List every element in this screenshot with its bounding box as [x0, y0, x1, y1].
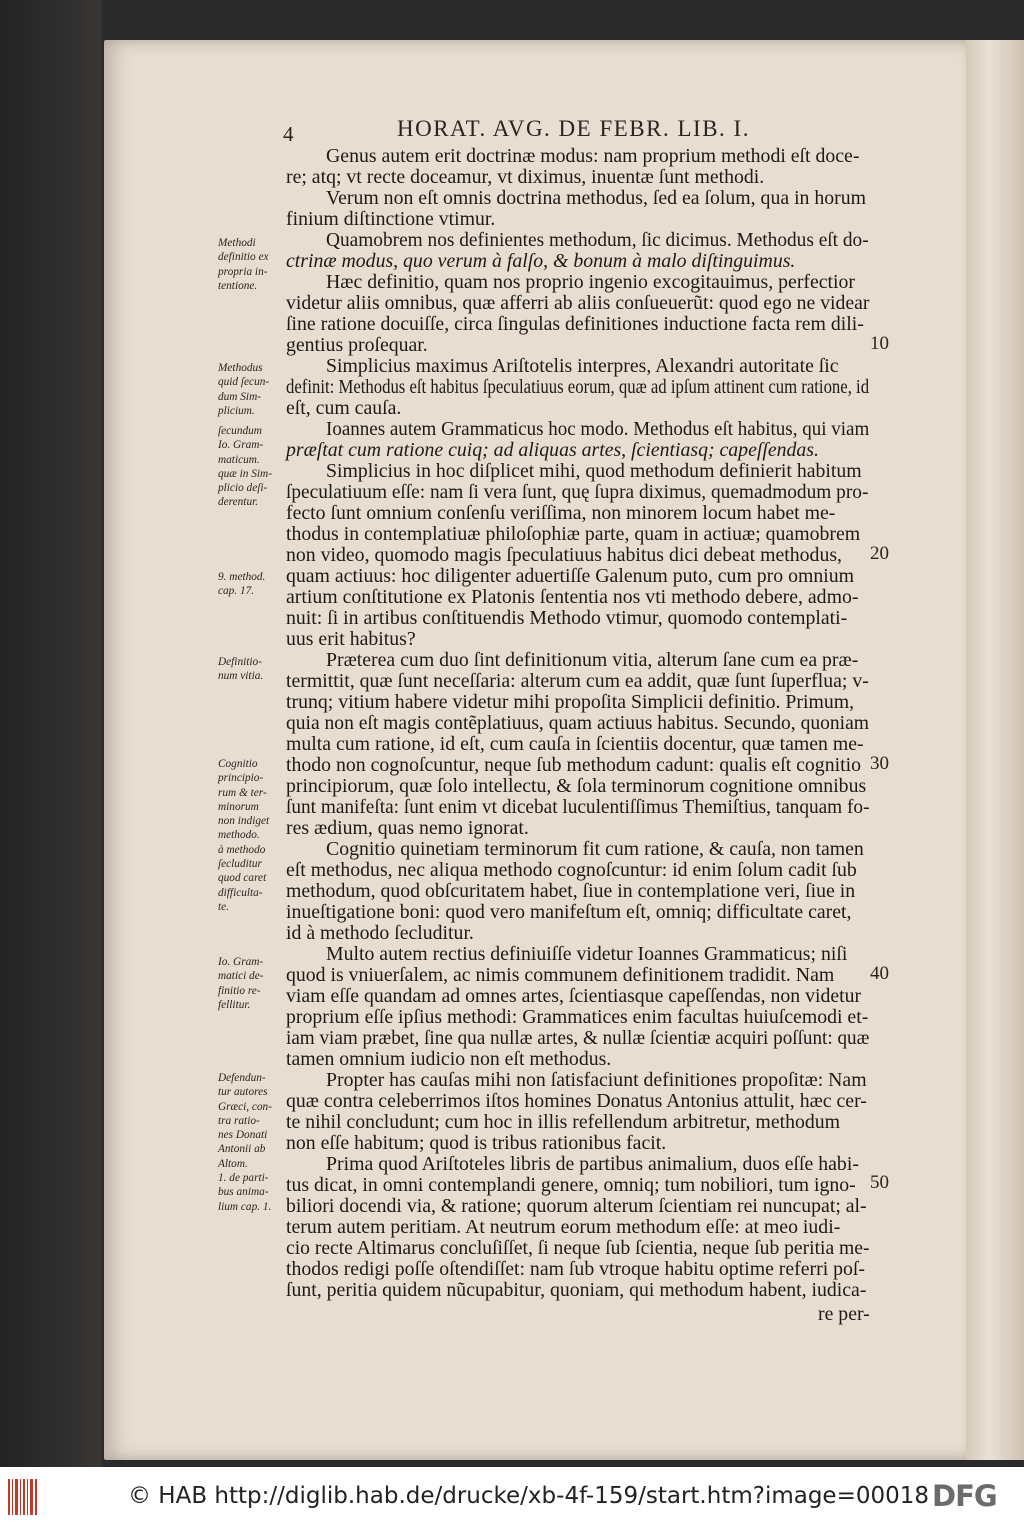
margin-note-line: fellitur.	[218, 998, 251, 1011]
text-line: Genus autem erit doctrinæ modus: nam proprium methodi eſt doce-	[326, 145, 860, 167]
text-line: principiorum, quæ ſolo intellectu, & ſola terminorum cognitione omnibus	[286, 775, 867, 797]
text-line: trunq; vitium habere videtur mihi propoſita Simplicii definitio. Primum,	[286, 691, 855, 713]
margin-note	[218, 570, 288, 599]
text-line: thodus in contemplatiuæ philoſophiæ parte, quam in actiuæ; quamobrem	[286, 523, 861, 545]
margin-note-line: Græci, con-	[218, 1100, 272, 1113]
margin-note-line: plicium.	[218, 404, 255, 417]
margin-note-line: Io. Gram-	[218, 956, 264, 968]
margin-note-line: dum Sim-	[218, 390, 261, 403]
margin-note-line: nes Donati	[218, 1129, 268, 1142]
text-line: gentius proſequar.	[286, 334, 428, 356]
line-number: 10	[870, 333, 889, 354]
text-line: Verum non eſt omnis doctrina methodus, ſed ea ſolum, qua in horum	[326, 187, 867, 209]
text-line: Simplicius maximus Ariſtotelis interpres, Alexandri autoritate ſic	[326, 355, 839, 377]
text-line: definit: Methodus eſt habitus ſpeculatiuus eorum, quæ ad ipſum attinent cum ratione, id	[286, 376, 870, 398]
line-number: 30	[870, 753, 889, 774]
running-title: HORAT. AVG. DE FEBR. LIB. I.	[397, 116, 750, 141]
text-line: biliori docendi via, & ratione; quorum alterum ſcientiam rei nuncupat; al-	[286, 1195, 867, 1217]
text-line: Cognitio quinetiam terminorum fit cum ratione, & cauſa, non tamen	[326, 838, 864, 860]
page-header	[275, 116, 875, 146]
margin-note-line: tentione.	[218, 279, 258, 292]
text-line: proprium eſſe ipſius methodi: Grammatices enim facultas huiuſcemodi et-	[286, 1006, 869, 1028]
text-line: Propter has cauſas mihi non ſatisfaciunt definitiones propoſitæ: Nam	[326, 1069, 867, 1091]
text-line: non video, quomodo magis ſpeculatiuus habitus dici debeat methodus,	[286, 544, 842, 566]
footer-bar	[0, 1467, 1024, 1527]
text-line: termittit, quæ ſunt neceſſaria: alterum cum ea addit, quæ ſunt ſuperflua; v-	[286, 670, 869, 692]
text-line: eſt, cum cauſa.	[286, 397, 402, 419]
text-line: nuit: ſi in artibus conſtituendis Methodo vtimur, quomodo contemplati-	[286, 607, 848, 629]
margin-note	[218, 757, 288, 914]
margin-note-line: Cognitio	[218, 758, 258, 770]
margin-note-line: quæ in Sim-	[218, 467, 272, 480]
text-line: eſt methodus, nec aliqua methodo cognoſcuntur: id enim ſolum cadit ſub	[286, 859, 857, 881]
text-line: id à methodo ſecluditur.	[286, 922, 474, 944]
line-number: 20	[870, 543, 889, 564]
text-line: Præterea cum duo ſint definitionum vitia, alterum ſane cum ea præ-	[326, 649, 859, 671]
text-line: quæ contra celeberrimos iſtos homines Donatus Antonius attulit, hæc cer-	[286, 1090, 867, 1112]
text-line: Hæc definitio, quam nos proprio ingenio excogitauimus, perfectior	[326, 271, 856, 293]
text-line: thodos redigi poſſe oſtendiſſet: nam ſub vtroque habitu optime referri poſ-	[286, 1258, 866, 1280]
page-number: 4	[283, 122, 294, 146]
text-line: viam eſſe quandam ad omnes artes, ſcientiasque capeſſendas, non videtur	[286, 985, 862, 1007]
margin-note	[218, 424, 288, 510]
margin-note	[218, 361, 288, 418]
margin-note-line: finitio re-	[218, 984, 261, 997]
dfg-logo: DFG	[932, 1479, 997, 1513]
margin-note-line: derentur.	[218, 496, 259, 509]
text-line: multa cum ratione, id eſt, cum cauſa in ſcientiis docentur, quæ tamen me-	[286, 733, 864, 755]
margin-note-line: à methodo	[218, 843, 266, 856]
text-line: videtur aliis omnibus, quæ afferri ab aliis conſueuerũt: quod ego ne videar	[286, 292, 870, 314]
margin-note-line: quod caret	[218, 872, 267, 885]
text-line: ſine ratione docuiſſe, circa ſingulas definitiones inductione facta rem dili-	[286, 313, 864, 335]
text-line: inueſtigatione boni: quod vero manifeſtum eſt, omniq; difficultate caret,	[286, 901, 852, 923]
margin-note-line: methodo.	[218, 829, 260, 842]
text-line: finium diſtinctione vtimur.	[286, 208, 496, 230]
margin-note-line: 9. method.	[218, 571, 266, 583]
text-line: quia non eſt magis contẽplatiuus, quam actiuus habitus. Secundo, quoniam	[286, 712, 869, 734]
text-line: ſpeculatiuum eſſe: nam ſi vera ſunt, quę ſupra diximus, quemadmodum pro-	[286, 481, 869, 503]
margin-note	[218, 236, 288, 293]
text-line: iam viam præbet, ſine qua nullæ artes, & nullæ ſcientiæ acquiri poſſunt: quæ	[286, 1027, 870, 1049]
text-line: ſunt, peritia quidem nũcupabitur, quoniam, qui methodum habent, iudica-	[286, 1279, 867, 1301]
margin-note-line: minorum	[218, 800, 259, 813]
text-line: ſunt manifeſta: ſunt enim vt dicebat luculentiſſimus Themiſtius, tanquam fo-	[286, 796, 870, 818]
margin-note-line: difficulta-	[218, 886, 263, 899]
text-line: res ædium, quas nemo ignorat.	[286, 817, 529, 839]
text-line: quam actiuus: hoc diligenter aduertiſſe Galenum puto, cum pro omnium	[286, 565, 855, 587]
margin-note-line: lium cap. 1.	[218, 1200, 272, 1213]
margin-note-line: Altom.	[218, 1157, 248, 1170]
margin-note-line: maticum.	[218, 453, 260, 466]
barcode-icon	[8, 1479, 38, 1515]
margin-note-line: ſecluditur	[218, 858, 262, 871]
margin-note-line: matici de-	[218, 970, 264, 983]
text-line: Quamobrem nos definientes methodum, ſic dicimus. Methodus eſt do-	[326, 229, 869, 251]
margin-note-line: num vitia.	[218, 670, 264, 683]
margin-note-line: rum & ter-	[218, 786, 267, 799]
margin-note	[218, 1071, 288, 1214]
text-line: tamen omnium iudicio non eſt methodus.	[286, 1048, 612, 1070]
text-line: terum autem peritiam. At neutrum eorum methodum eſſe: at meo iudi-	[286, 1216, 841, 1238]
text-line: tus dicat, in omni contemplandi genere, omniq; tum nobiliori, tum igno-	[286, 1174, 856, 1196]
margin-note-line: non indiget	[218, 815, 270, 828]
margin-note-line: plicio deſi-	[218, 482, 268, 495]
catchword: re per-	[818, 1303, 870, 1325]
text-line: quod is vniuerſalem, ac nimis communem definitionem tradidit. Nam	[286, 964, 835, 986]
margin-note-line: principio-	[218, 772, 264, 785]
footer-copyright-url[interactable]: © HAB http://diglib.hab.de/drucke/xb-4f-159/start.htm?image=00018	[128, 1483, 930, 1509]
margin-note-line: Definitio-	[218, 656, 262, 668]
margin-note-line: quid ſecun-	[218, 376, 270, 389]
margin-note-line: Methodus	[218, 362, 263, 374]
margin-note-line: te.	[218, 900, 229, 913]
text-line: præſtat cum ratione cuiq; ad aliquas artes, ſcientiasq; capeſſendas.	[286, 439, 819, 461]
margin-note-line: ſecundum	[218, 425, 262, 437]
text-line: te nihil concludunt; cum hoc in illis refellendum arbitretur, methodum	[286, 1111, 841, 1133]
text-line: artium conſtitutione ex Platonis ſententia nos vti methodo debere, admo-	[286, 586, 859, 608]
line-number: 40	[870, 963, 889, 984]
text-line: ctrinæ modus, quo verum à falſo, & bonum à malo diſtinguimus.	[286, 250, 796, 272]
text-line: Ioannes autem Grammaticus hoc modo. Methodus eſt habitus, qui viam	[326, 418, 870, 440]
facing-page-edge	[966, 40, 1024, 1460]
text-line: non eſſe habitum; quod is tribus rationibus facit.	[286, 1132, 667, 1154]
text-line: thodo non cognoſcuntur, neque ſub methodum cadunt: qualis eſt cognitio	[286, 754, 861, 776]
text-line: Prima quod Ariſtoteles libris de partibus animalium, duos eſſe habi-	[326, 1153, 859, 1175]
line-number: 50	[870, 1172, 889, 1193]
margin-note-line: propria in-	[218, 265, 268, 278]
margin-note-line: cap. 17.	[218, 585, 255, 598]
text-line: cio recte Altimarus concluſiſſet, ſi neque ſub ſcientia, neque ſub peritia me-	[286, 1237, 870, 1259]
margin-note-line: bus anima-	[218, 1186, 269, 1199]
text-line: uus erit habitus?	[286, 628, 416, 650]
margin-note-line: 1. de parti-	[218, 1172, 269, 1185]
margin-note	[218, 655, 288, 684]
margin-note-line: tur autores	[218, 1086, 268, 1099]
margin-note-line: Antonii ab	[218, 1143, 266, 1156]
margin-note-line: Defendun-	[218, 1072, 266, 1084]
text-line: Simplicius in hoc diſplicet mihi, quod methodum definierit habitum	[326, 460, 862, 482]
text-line: re; atq; vt recte doceamur, vt diximus, inuentæ ſunt methodi.	[286, 166, 765, 188]
margin-note-line: Io. Gram-	[218, 439, 264, 452]
margin-note-line: tra ratio-	[218, 1114, 260, 1127]
text-line: Multo autem rectius definiuiſſe videtur Ioannes Grammaticus; niſi	[326, 943, 848, 965]
margin-note-line: definitio ex	[218, 251, 269, 264]
text-line: methodum, quod obſcuritatem habet, ſiue in contemplatione veri, ſiue in	[286, 880, 856, 902]
margin-note-line: Methodi	[218, 237, 256, 249]
text-line: fecto ſunt omnium conſenſu veriſſima, non minorem locum habet me-	[286, 502, 836, 524]
margin-note	[218, 955, 288, 1012]
